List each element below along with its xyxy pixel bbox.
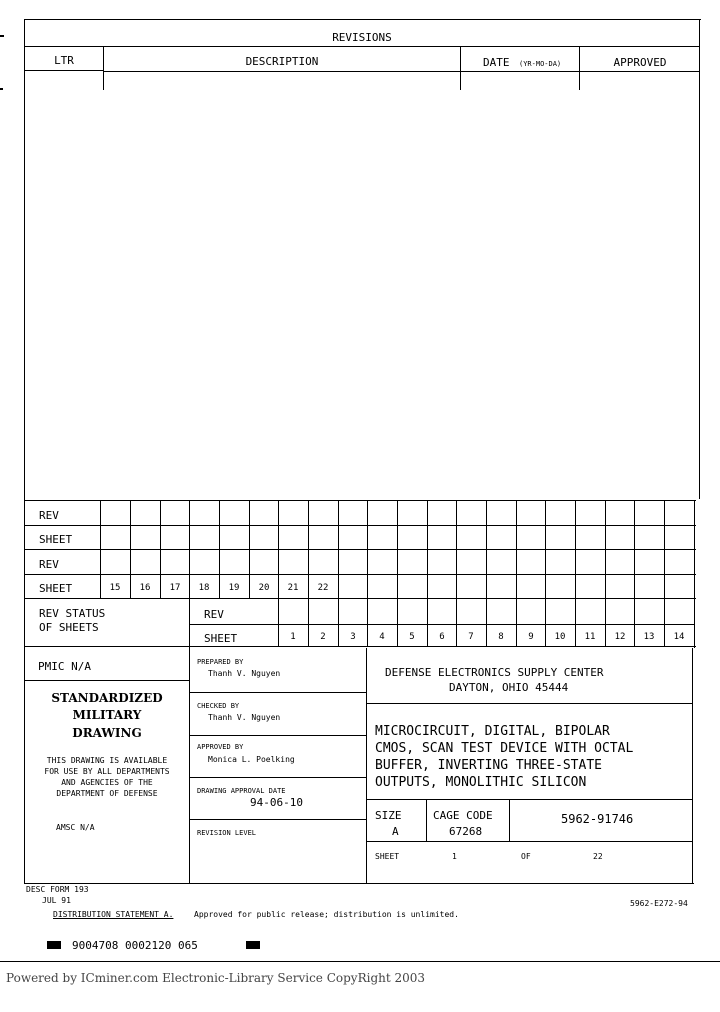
cage-label: CAGE CODE <box>433 809 493 822</box>
revisions-header-bottom <box>24 70 104 71</box>
rev-status-sheet-label: SHEET <box>204 632 238 645</box>
grid-rev-label: REV <box>39 509 59 522</box>
rev-status-title: OF SHEETS <box>39 621 99 634</box>
frame-right <box>699 19 700 499</box>
status-sheet-number: 5 <box>409 632 415 642</box>
approval-date: 94-06-10 <box>250 796 303 809</box>
approval-date-label: DRAWING APPROVAL DATE <box>197 787 286 795</box>
grid-row <box>190 624 694 625</box>
revisions-header-bottom <box>104 71 700 72</box>
sheet-number: 22 <box>317 583 329 593</box>
approvals-divider <box>190 777 366 778</box>
std-title: DRAWING <box>72 726 142 740</box>
frame-left <box>24 19 25 884</box>
pmic-divider <box>24 680 190 681</box>
status-sheet-number: 12 <box>614 632 626 642</box>
agency-name: DEFENSE ELECTRONICS SUPPLY CENTER <box>385 666 604 679</box>
col-date-note: (YR-MO-DA) <box>519 60 562 68</box>
grid-column-line <box>486 500 487 646</box>
std-note: FOR USE BY ALL DEPARTMENTS <box>44 767 170 776</box>
col-ltr: LTR <box>54 54 74 67</box>
cage-value: 67268 <box>449 825 483 838</box>
grid-top <box>24 500 696 501</box>
form-date: JUL 91 <box>42 896 71 905</box>
drawing-title: BUFFER, INVERTING THREE-STATE <box>375 758 602 773</box>
grid-column-line <box>575 500 576 646</box>
grid-column-line <box>308 500 309 646</box>
col-date: DATE <box>483 56 510 69</box>
revisions-title: REVISIONS <box>332 31 392 44</box>
approved-name: Monica L. Poelking <box>208 755 295 764</box>
of-value: 22 <box>593 852 603 861</box>
frame-top <box>24 19 701 20</box>
margin-tick <box>0 88 3 90</box>
grid-column-line <box>367 500 368 646</box>
grid-column-line <box>397 500 398 646</box>
status-sheet-number: 9 <box>528 632 534 642</box>
ident-divider <box>366 841 693 842</box>
powered-by: Powered by ICminer.com Electronic-Library Service CopyRight 2003 <box>6 971 426 985</box>
sheet-number: 19 <box>228 583 240 593</box>
approvals-divider <box>190 819 366 820</box>
size-label: SIZE <box>375 809 402 822</box>
grid-column-line <box>634 500 635 646</box>
form-number: 5962-E272-94 <box>630 899 688 908</box>
approved-label: APPROVED BY <box>197 743 244 751</box>
status-sheet-number: 11 <box>584 632 596 642</box>
rev-status-rev-label: REV <box>204 608 224 621</box>
grid-row <box>24 598 696 599</box>
prepared-label: PREPARED BY <box>197 658 244 666</box>
grid-row <box>24 574 696 575</box>
grid-column-line <box>427 500 428 646</box>
date-col-line <box>460 46 461 90</box>
barcode-bar-icon <box>246 941 260 949</box>
drawing-number: 5962-91746 <box>561 812 634 826</box>
sheet-number: 20 <box>258 583 270 593</box>
status-sheet-number: 14 <box>673 632 685 642</box>
footer-rule <box>0 961 720 962</box>
status-sheet-number: 6 <box>439 632 445 642</box>
agency-location: DAYTON, OHIO 45444 <box>449 681 569 694</box>
grid-row <box>24 525 696 526</box>
distribution-text: Approved for public release; distribution is unlimited. <box>194 910 459 919</box>
col-approved: APPROVED <box>613 56 667 69</box>
revisions-divider <box>24 46 700 47</box>
amsc: AMSC N/A <box>56 823 95 832</box>
size-col-line <box>426 799 427 841</box>
approvals-divider <box>190 692 366 693</box>
drawing-title: CMOS, SCAN TEST DEVICE WITH OCTAL <box>375 741 634 756</box>
grid-column-line <box>338 500 339 646</box>
grid-sheet-label: SHEET <box>39 533 73 546</box>
sheet-value: 1 <box>452 852 457 861</box>
size-value: A <box>392 825 399 838</box>
sheet-number: 21 <box>287 583 299 593</box>
std-title: MILITARY <box>72 708 142 722</box>
revision-level-label: REVISION LEVEL <box>197 829 257 837</box>
sheet-number: 17 <box>169 583 181 593</box>
grid-column-line <box>605 500 606 646</box>
title-divider <box>366 799 693 800</box>
right-block-edge <box>692 648 693 884</box>
sheet-label: SHEET <box>375 852 400 861</box>
lower-bottom <box>24 883 694 884</box>
sheet-number: 15 <box>109 583 121 593</box>
grid-column-line <box>278 500 279 646</box>
grid-column-line <box>545 500 546 646</box>
status-sheet-number: 13 <box>643 632 655 642</box>
barcode-text: 9004708 0002120 065 <box>72 939 198 952</box>
margin-tick <box>0 35 4 37</box>
std-note: AND AGENCIES OF THE <box>61 778 153 787</box>
grid-column-line <box>516 500 517 646</box>
grid-right-edge <box>694 500 695 648</box>
barcode-bar-icon <box>47 941 61 949</box>
status-sheet-number: 8 <box>498 632 504 642</box>
checked-label: CHECKED BY <box>197 702 240 710</box>
of-label: OF <box>521 852 531 861</box>
grid-row <box>24 549 696 550</box>
pmic: PMIC N/A <box>38 660 91 673</box>
drawing-title: OUTPUTS, MONOLITHIC SILICON <box>375 775 587 790</box>
grid-rev-status-divider <box>189 598 190 884</box>
rev-status-title: REV STATUS <box>39 607 106 620</box>
checked-name: Thanh V. Nguyen <box>208 713 281 722</box>
grid-row <box>24 646 696 647</box>
status-sheet-number: 7 <box>468 632 474 642</box>
approvals-divider <box>190 735 366 736</box>
drawing-title: MICROCIRCUIT, DIGITAL, BIPOLAR <box>375 724 610 739</box>
std-note: DEPARTMENT OF DEFENSE <box>56 789 158 798</box>
cage-col-line <box>509 799 510 841</box>
agency-divider <box>366 703 693 704</box>
status-sheet-number: 10 <box>554 632 566 642</box>
sheet-number: 16 <box>139 583 151 593</box>
grid-column-line <box>456 500 457 646</box>
desc-form: DESC FORM 193 <box>26 885 89 894</box>
prepared-name: Thanh V. Nguyen <box>208 669 281 678</box>
sheet-number: 18 <box>198 583 210 593</box>
approvals-right-line <box>366 648 367 884</box>
status-sheet-number: 1 <box>290 632 296 642</box>
grid-sheet-label: SHEET <box>39 582 73 595</box>
col-description: DESCRIPTION <box>245 55 319 68</box>
std-title: STANDARDIZED <box>51 691 163 705</box>
status-sheet-number: 4 <box>379 632 385 642</box>
ltr-col-line <box>103 46 104 90</box>
distribution-label: DISTRIBUTION STATEMENT A. <box>53 910 174 919</box>
status-sheet-number: 3 <box>350 632 356 642</box>
std-note: THIS DRAWING IS AVAILABLE <box>46 756 168 765</box>
grid-rev-label: REV <box>39 558 59 571</box>
grid-column-line <box>664 500 665 646</box>
status-sheet-number: 2 <box>320 632 326 642</box>
